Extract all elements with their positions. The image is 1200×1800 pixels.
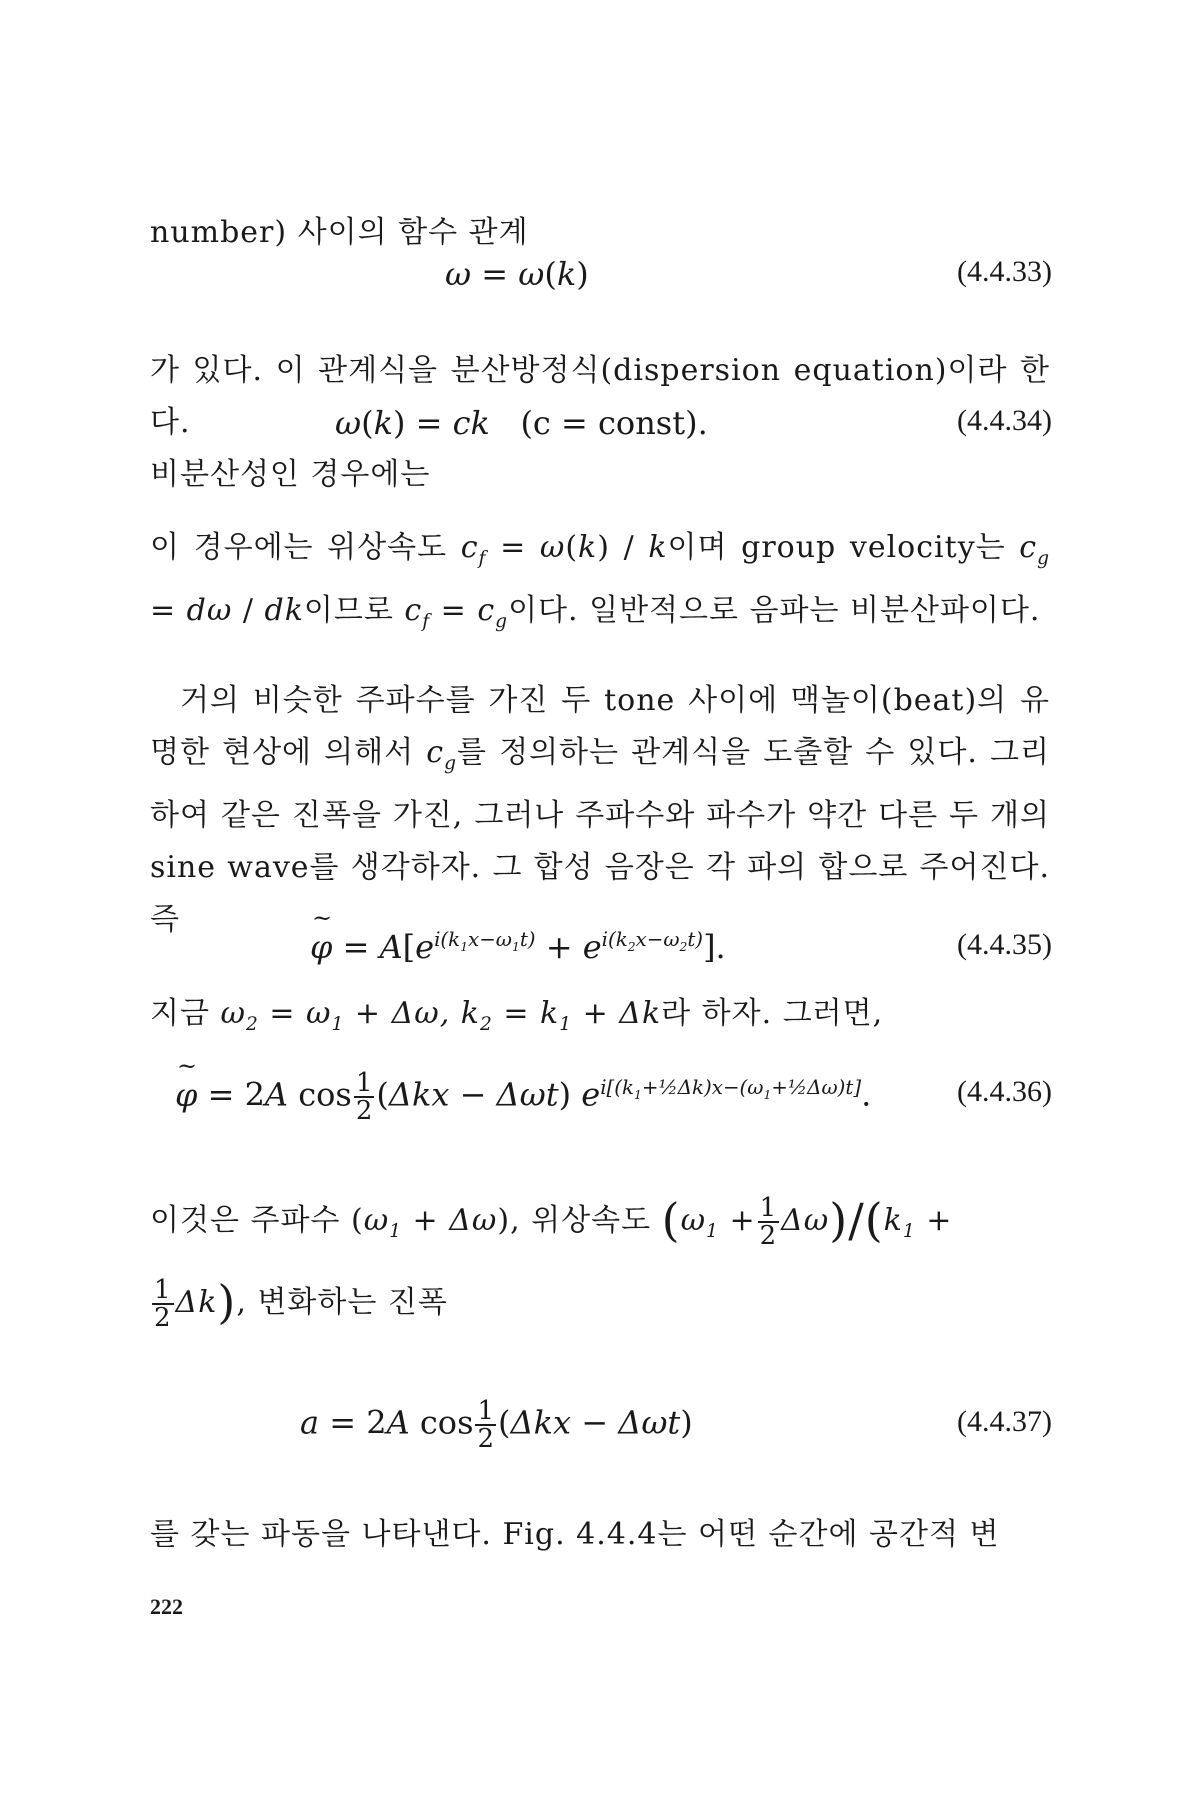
paragraph-4 (150, 675, 1050, 946)
equation-number-33: (4.4.33) (957, 255, 1052, 288)
paragraph-3-text-b: 이며 group velocity는 (667, 530, 1006, 565)
paragraph-6-text-b: 위상속도 (531, 1203, 652, 1238)
page-number: 222 (150, 1594, 183, 1619)
omega-2-definition: $\omega_2 = \omega_1 + \Delta\omega$, (220, 996, 451, 1035)
group-velocity-symbol: $c_g$ (1019, 530, 1050, 569)
paragraph-5-text-a: 지금 (150, 996, 210, 1031)
paragraph-5 (150, 988, 1050, 1051)
equation-4-4-35: ~ $\varphi = A[e^{i(k_1x-\omega_1t)} + e^{i(k_2x-\omega_2t)}]$. (310, 928, 726, 966)
equation-4-4-37: a = 2A cos $\frac{1}{2}$ (Δkx − Δωt) (300, 1396, 693, 1454)
group-frequency: $(\omega_1 + \Delta\omega)$, (350, 1203, 521, 1242)
equation-4-4-34: ω(k) = ck (c = const). (335, 404, 708, 442)
equation-number-36: (4.4.36) (957, 1075, 1052, 1108)
paragraph-6-text-c: 변화하는 진폭 (257, 1285, 448, 1320)
paragraph-8 (150, 1509, 1050, 1561)
phase-velocity-formula: $c_f = \omega(k) / k$ (460, 530, 668, 569)
paragraph-3 (150, 522, 1050, 648)
k-2-definition: $k_2 = k_1 + \Delta k$ (460, 996, 662, 1035)
phase-velocity-expression: ($\omega_1$ + $\frac{1}{2}$ $\Delta\omega)/(k_1$ + $\frac{1}{2}$ Δk), (154, 1193, 953, 1333)
paragraph-3-text-d: 이다. 일반적으로 음파는 비분산파이다. (508, 593, 1041, 628)
equation-number-37: (4.4.37) (957, 1405, 1052, 1438)
paragraph-6 (150, 1185, 1050, 1338)
velocity-equality: $c_f = c_g$ (404, 593, 509, 632)
paragraph-2-line-2: 비분산성인 경우에는 (150, 457, 431, 492)
paragraph-4-text-a: 거의 비슷한 주파수를 가진 두 tone 사이에 맥놀이(beat)의 유명한 현상에 의해서 (150, 683, 1050, 770)
paragraph-3-text-a: 이 경우에는 위상속도 (150, 530, 448, 565)
paragraph-5-text-b: 라 하자. 그러면, (661, 996, 884, 1031)
paragraph-4-text-b: 를 정의하는 관계식을 도출할 수 있다. 그리하여 같은 진폭을 가진, 그러나 주파수와 파수가 약간 다른 두 개의 sine wave를 생각하자. 그 합성 음장은 각 파의 합으로 주어진다. 즉 (150, 735, 1050, 937)
paragraph-8-text: 를 갖는 파동을 나타낸다. Fig. 4.4.4는 어떤 순간에 공간적 변 (150, 1517, 1000, 1552)
group-velocity-formula: = dω / dk (150, 593, 304, 628)
equation-4-4-33: ω = ω(k) (445, 255, 589, 293)
equation-number-34: (4.4.34) (957, 404, 1052, 437)
equation-34-note: (c = const). (520, 404, 708, 442)
equation-4-4-36: ~ φ = 2A cos $\frac{1}{2}$ (Δkx − Δωt) $e^{i[(k_1+\frac{1}{2}\Delta k)x-(\omega_1+\frac{1}{2}\Delta\omega)t]}$. (175, 1070, 871, 1124)
paragraph-6-text-a: 이것은 주파수 (150, 1203, 341, 1238)
paragraph-1-text: number) 사이의 함수 관계 (150, 215, 529, 250)
paragraph-1 (150, 207, 1050, 259)
paragraph-3-text-c: 이므로 (303, 593, 394, 628)
paragraph-2-line-1: 가 있다. 이 관계식을 분산방정식(dispersion equation)이라 한다. (150, 353, 1050, 440)
cg-symbol: $c_g$ (426, 735, 457, 774)
equation-number-35: (4.4.35) (957, 928, 1052, 961)
